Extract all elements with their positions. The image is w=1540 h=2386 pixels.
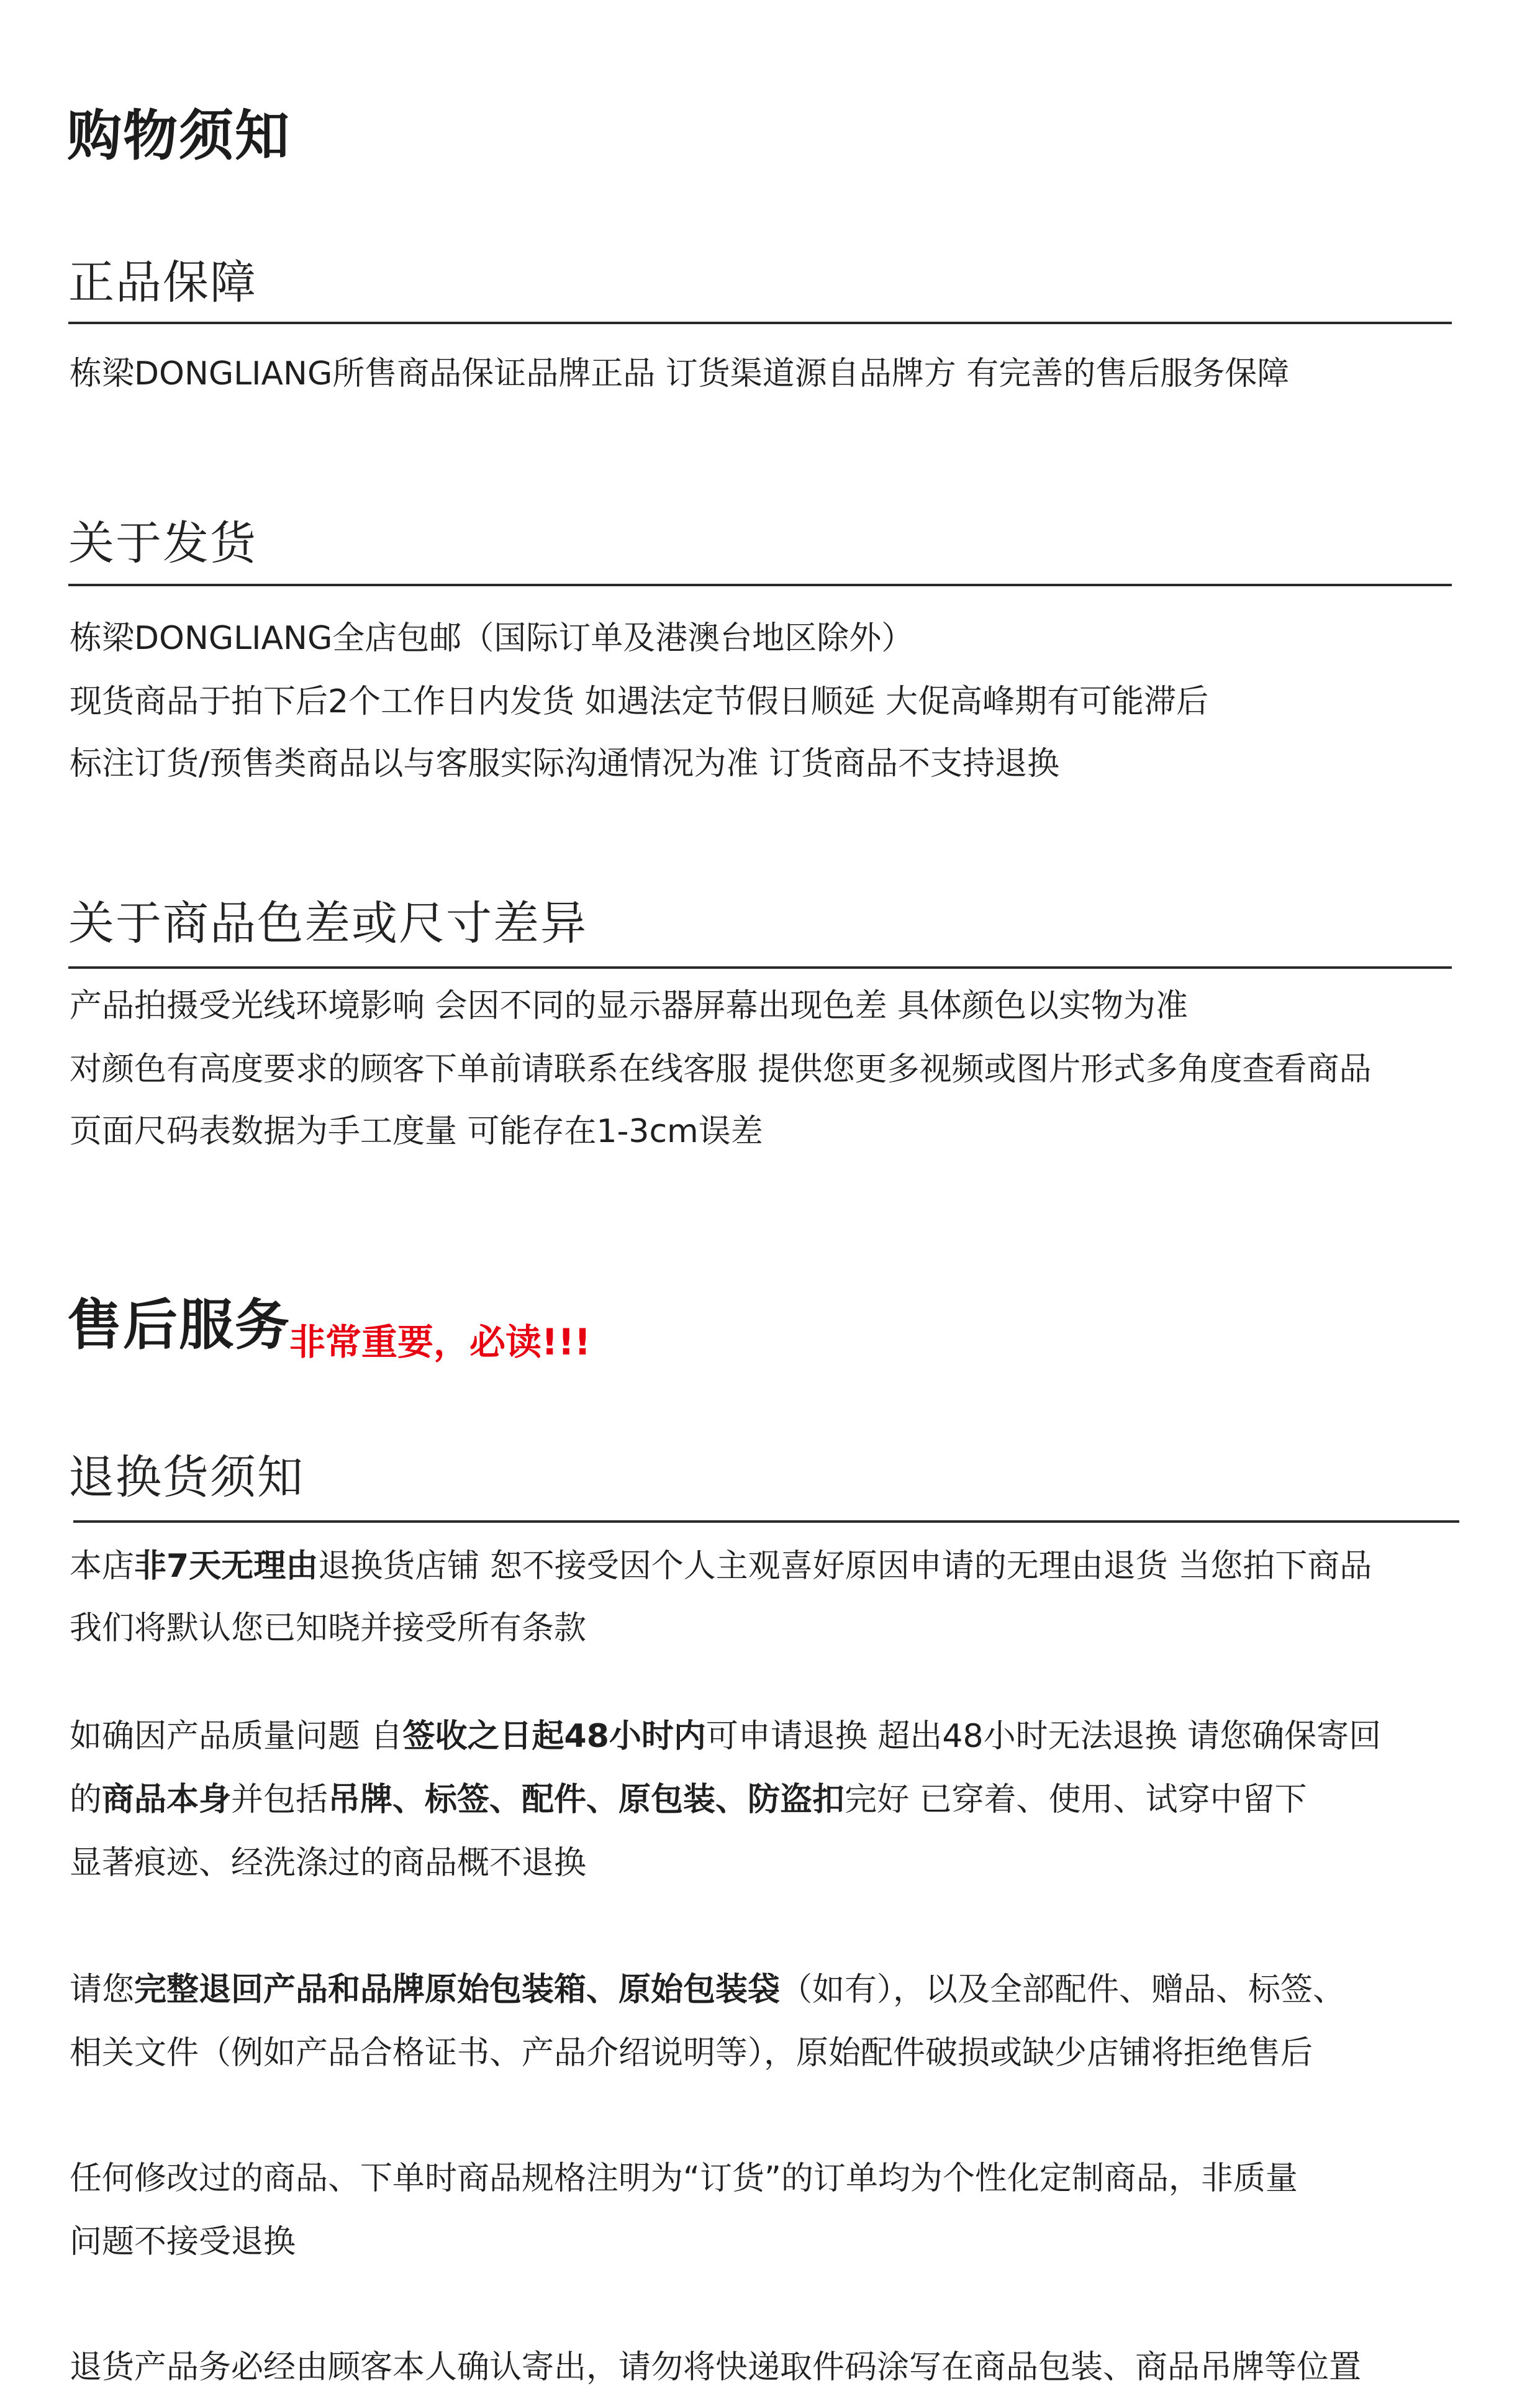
section-heading-return-policy: 退换货须知 [68,1451,304,1504]
section-line: 产品拍摄受光线环境影响 会因不同的显示器屏幕出现色差 具体颜色以实物为准 [70,987,1189,1025]
section-heading-shipping: 关于发货 [68,517,257,570]
section-divider [68,966,1452,969]
must-read-warning: 非常重要，必读!!! [289,1321,591,1363]
policy-line: 我们将默认您已知晓并接受所有条款 [70,1610,587,1647]
policy-line: 请您完整退回产品和品牌原始包装箱、原始包装袋（如有），以及全部配件、赠品、标签、 [70,1971,1346,2008]
page-title: 购物须知 [67,104,291,168]
section-divider [68,322,1452,324]
section-line: 页面尺码表数据为手工度量 可能存在1-3cm误差 [70,1113,763,1150]
emphasis-text: 非7天无理由 [134,1548,319,1585]
section-heading-authenticity: 正品保障 [68,256,257,309]
policy-line: 本店非7天无理由退换货店铺 恕不接受因个人主观喜好原因申请的无理由退货 当您拍下商品 [70,1548,1372,1585]
policy-line: 如确因产品质量问题 自签收之日起48小时内可申请退换 超出48小时无法退换 请您确保寄回 [70,1718,1382,1755]
emphasis-text: 完整退回产品和品牌原始包装箱、原始包装袋 [134,1971,781,2008]
policy-line: 显著痕迹、经洗涤过的商品概不退换 [70,1844,587,1882]
policy-line: 任何修改过的商品、下单时商品规格注明为“订货”的订单均为个性化定制商品，非质量 [70,2160,1298,2197]
emphasis-text: 吊牌、标签、配件、原包装、防盗扣 [328,1781,845,1818]
section-divider [68,584,1452,586]
policy-line: 相关文件（例如产品合格证书、产品介绍说明等），原始配件破损或缺少店铺将拒绝售后 [70,2034,1313,2072]
section-heading-color-size: 关于商品色差或尺寸差异 [68,897,587,950]
policy-line: 的商品本身并包括吊牌、标签、配件、原包装、防盗扣完好 已穿着、使用、试穿中留下 [70,1781,1307,1818]
policy-line: 问题不接受退换 [70,2223,296,2261]
policy-line: 退货产品务必经由顾客本人确认寄出，请勿将快递取件码涂写在商品包装、商品吊牌等位置 [70,2349,1362,2386]
section-line: 对颜色有高度要求的顾客下单前请联系在线客服 提供您更多视频或图片形式多角度查看商品 [70,1051,1372,1088]
emphasis-text: 商品本身 [102,1781,232,1818]
emphasis-text: 签收之日起48小时内 [402,1718,706,1755]
section-line: 栋梁DONGLIANG所售商品保证品牌正品 订货渠道源自品牌方 有完善的售后服务保障 [70,355,1290,392]
section-line: 栋梁DONGLIANG全店包邮（国际订单及港澳台地区除外） [70,620,914,657]
section-line: 现货商品于拍下后2个工作日内发货 如遇法定节假日顺延 大促高峰期有可能滞后 [70,683,1209,720]
after-sales-title: 售后服务 [67,1293,291,1357]
section-divider [73,1520,1459,1523]
section-line: 标注订货/预售类商品以与客服实际沟通情况为准 订货商品不支持退换 [70,745,1060,782]
